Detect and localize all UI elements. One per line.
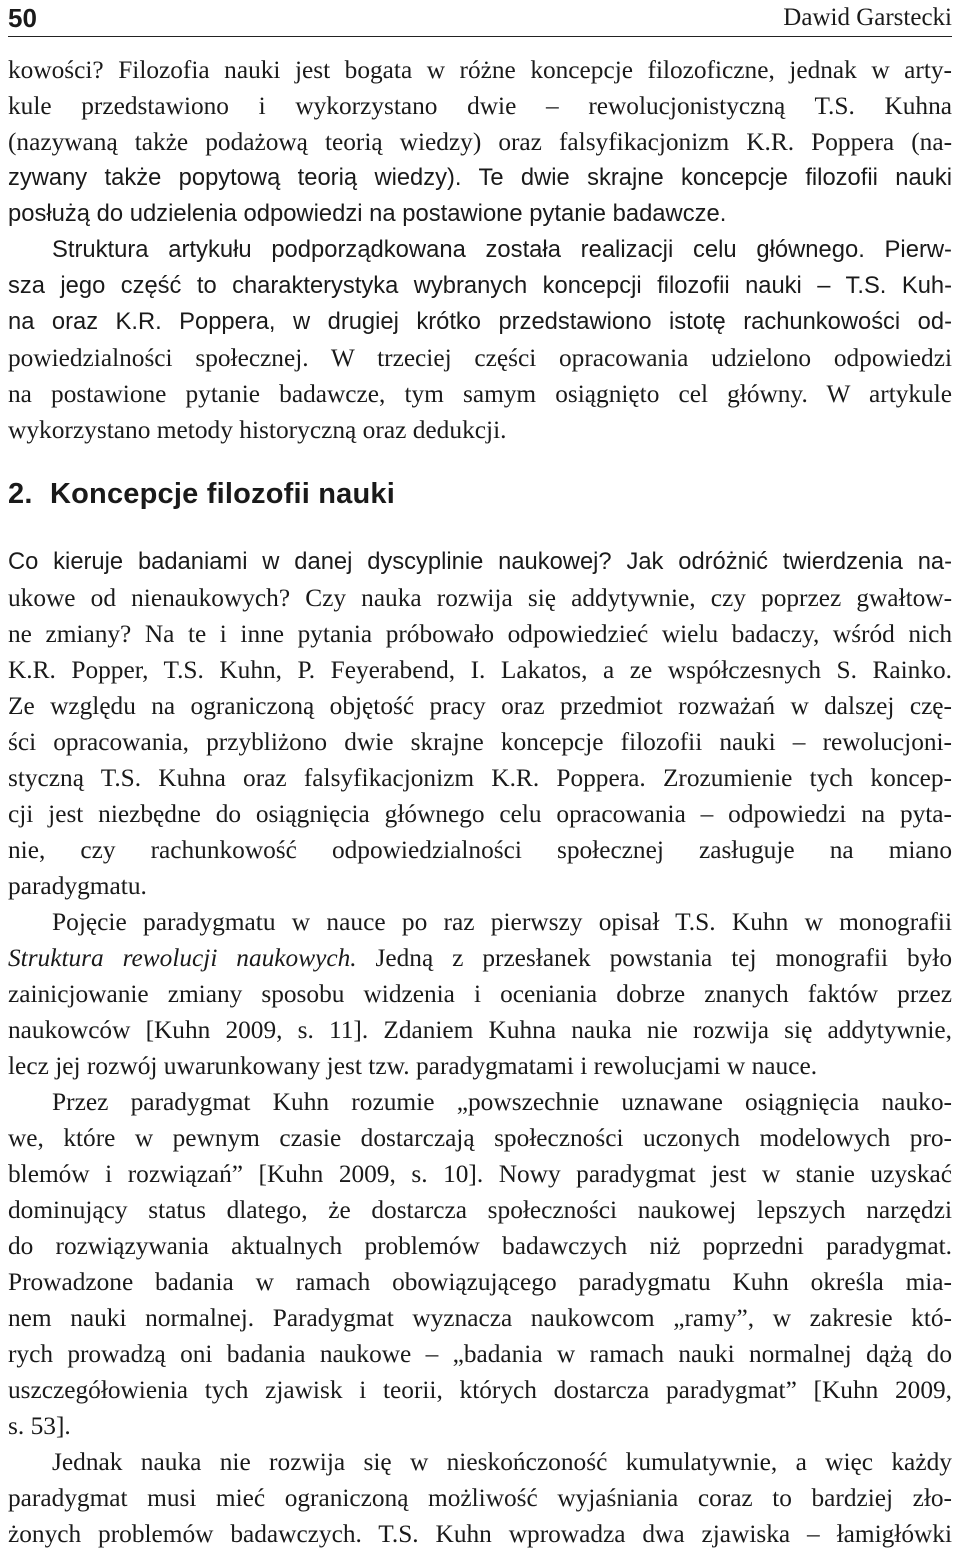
text-line: Przez paradygmat Kuhn rozumie „powszechnie uznawane osiągnięcia nauko- <box>52 1088 952 1116</box>
text-line: wykorzystano metody historyczną oraz dedukcji. <box>8 416 507 444</box>
text-line: Co kieruje badaniami w danej dyscyplinie naukowej? Jak odróżnić twierdzenia na- <box>8 549 952 575</box>
section-title: Koncepcje filozofii nauki <box>50 478 395 510</box>
text-line: s. 53]. <box>8 1412 71 1440</box>
text-line: Prowadzone badania w ramach obowiązującego paradygmatu Kuhn określa mia- <box>8 1268 952 1296</box>
text-line: uszczegółowienia tych zjawisk i teorii, których dostarcza paradygmat” [Kuhn 2009, <box>8 1376 952 1404</box>
section-body <box>8 544 952 1552</box>
text-line: nie, czy rachunkowość odpowiedzialności społecznej zasługuje na miano <box>8 836 952 864</box>
text-line: blemów i rozwiązań” [Kuhn 2009, s. 10]. Nowy paradygmat jest w stanie uzyskać <box>8 1160 952 1188</box>
text-line: ne zmiany? Na te i inne pytania próbowało odpowiedzieć wielu badaczy, wśród nich <box>8 620 952 648</box>
text-line: Struktura artykułu podporządkowana została realizacji celu głównego. Pierw- <box>52 236 952 263</box>
text-line: posłużą do udzielenia odpowiedzi na postawione pytanie badawcze. <box>8 200 727 227</box>
text-line: Jednak nauka nie rozwija się w nieskończoność kumulatywnie, a więc każdy <box>52 1448 952 1476</box>
text-fragment: Jedną z przesłanek powstania tej monografii było <box>356 944 953 972</box>
text-line: (nazywaną także podażową teorią wiedzy) oraz falsyfikacjonizm K.R. Poppera (na- <box>8 128 952 156</box>
text-line: powiedzialności społecznej. W trzeciej części opracowania udzielono odpowiedzi <box>8 344 952 372</box>
section-number: 2. <box>8 478 33 510</box>
text-line: lecz jej rozwój uwarunkowany jest tzw. paradygmatami i rewolucjami w nauce. <box>8 1052 818 1080</box>
section-heading <box>8 478 395 511</box>
text-line: paradygmatu. <box>8 872 147 900</box>
text-line: K.R. Popper, T.S. Kuhn, P. Feyerabend, I. Lakatos, a ze współczesnych S. Rainko. <box>8 656 952 684</box>
text-line: paradygmat musi mieć ograniczoną możliwość wyjaśniania coraz to bardziej zło- <box>8 1484 952 1512</box>
intro-paragraphs <box>8 52 952 448</box>
text-line: rych prowadzą oni badania naukowe – „badania w ramach nauki normalnej dążą do <box>8 1340 952 1368</box>
text-line: cji jest niezbędne do osiągnięcia głównego celu opracowania – odpowiedzi na pyta- <box>8 800 952 828</box>
page-number: 50 <box>8 3 37 33</box>
text-line: żonych problemów badawczych. T.S. Kuhn wprowadza dwa zjawiska – łamigłówki <box>8 1520 952 1548</box>
text-line: kowości? Filozofia nauki jest bogata w różne koncepcje filozoficzne, jednak w arty- <box>8 56 952 84</box>
text-line: naukowców [Kuhn 2009, s. 11]. Zdaniem Kuhna nauka nie rozwija się addytywnie, <box>8 1016 952 1044</box>
text-line: we, które w pewnym czasie dostarczają społeczności uczonych modelowych pro- <box>8 1124 952 1152</box>
book-title: Struktura rewolucji naukowych. <box>8 944 357 972</box>
text-line <box>8 940 952 976</box>
text-line: kule przedstawiono i wykorzystano dwie – rewolucjonistyczną T.S. Kuhna <box>8 92 952 120</box>
text-line: sza jego część to charakterystyka wybranych koncepcji filozofii nauki – T.S. Kuh- <box>8 273 952 299</box>
text-line: ści opracowania, przybliżono dwie skrajne koncepcje filozofii nauki – rewolucjoni- <box>8 728 952 756</box>
text-line: Ze względu na ograniczoną objętość pracy oraz przedmiot rozważań w dalszej czę- <box>8 692 952 720</box>
text-line: zainicjowanie zmiany sposobu widzenia i oceniania dobrze znanych faktów przez <box>8 980 952 1008</box>
text-line: styczną T.S. Kuhna oraz falsyfikacjonizm K.R. Poppera. Zrozumienie tych koncep- <box>8 764 952 792</box>
text-line: na postawione pytanie badawcze, tym samym osiągnięto cel główny. W artykule <box>8 380 952 408</box>
text-line: na oraz K.R. Poppera, w drugiej krótko przedstawiono istotę rachunkowości od- <box>8 309 952 335</box>
running-header <box>8 0 952 37</box>
text-line: nem nauki normalnej. Paradygmat wyznacza naukowcom „ramy”, w zakresie któ- <box>8 1304 952 1332</box>
text-line: do rozwiązywania aktualnych problemów badawczych niż poprzedni paradygmat. <box>8 1232 952 1260</box>
text-line: Pojęcie paradygmatu w nauce po raz pierwszy opisał T.S. Kuhn w monografii <box>52 908 952 936</box>
text-line: zywany także popytową teorią wiedzy). Te dwie skrajne koncepcje filozofii nauki <box>8 165 952 191</box>
running-author: Dawid Garstecki <box>783 4 952 31</box>
text-line: ukowe od nienaukowych? Czy nauka rozwija się addytywnie, czy poprzez gwałtow- <box>8 584 952 612</box>
text-line: dominujący status dlatego, że dostarcza społeczności naukowej lepszych narzędzi <box>8 1196 952 1224</box>
